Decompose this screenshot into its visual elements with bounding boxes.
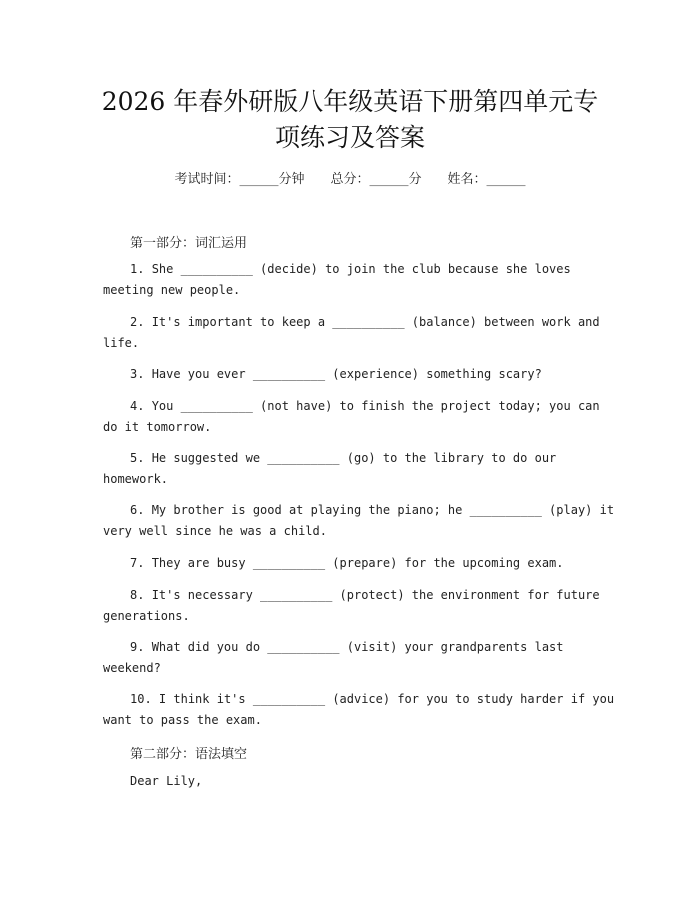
question-item bbox=[103, 500, 615, 542]
total-score-field: 总分：______分 bbox=[330, 172, 422, 187]
question-text: My brother is good at playing the piano; he __________ (play) it bbox=[151, 503, 615, 517]
letter-greeting: Dear Lily, bbox=[130, 774, 203, 788]
question-text-continued: homework. bbox=[103, 472, 169, 486]
student-name-field: 姓名：______ bbox=[447, 172, 526, 187]
question-text: They are busy __________ (prepare) for the upcoming exam. bbox=[151, 556, 564, 570]
question-item bbox=[103, 396, 598, 438]
question-number: 6. bbox=[130, 503, 145, 517]
question-number: 2. bbox=[130, 315, 145, 329]
question-text-continued: want to pass the exam. bbox=[103, 713, 262, 727]
question-text: You __________ (not have) to finish the project today; you can bbox=[151, 399, 600, 413]
question-item bbox=[103, 585, 598, 627]
question-text: Have you ever __________ (experience) something scary? bbox=[151, 367, 542, 381]
question-item bbox=[103, 364, 598, 385]
question-text-continued: weekend? bbox=[103, 661, 161, 675]
question-text-continued: life. bbox=[103, 336, 140, 350]
question-item bbox=[103, 553, 598, 574]
question-text: It's necessary __________ (protect) the environment for future bbox=[151, 588, 600, 602]
question-number: 1. bbox=[130, 262, 145, 276]
question-item bbox=[103, 259, 598, 301]
question-text: It's important to keep a __________ (balance) between work and bbox=[151, 315, 600, 329]
document-title-line-2: 项练习及答案 bbox=[274, 123, 425, 152]
question-text-continued: do it tomorrow. bbox=[103, 420, 212, 434]
section-heading-part2: 第二部分：语法填空 bbox=[130, 747, 248, 762]
question-item bbox=[103, 689, 615, 731]
question-number: 10. bbox=[130, 692, 152, 706]
question-number: 8. bbox=[130, 588, 145, 602]
question-number: 5. bbox=[130, 451, 145, 465]
question-item bbox=[103, 448, 598, 490]
question-text: What did you do __________ (visit) your grandparents last bbox=[151, 640, 564, 654]
question-text-continued: meeting new people. bbox=[103, 283, 241, 297]
question-number: 3. bbox=[130, 367, 145, 381]
question-number: 4. bbox=[130, 399, 145, 413]
section-heading-part1: 第一部分：词汇运用 bbox=[130, 236, 248, 251]
question-text: He suggested we __________ (go) to the library to do our bbox=[151, 451, 557, 465]
question-text: I think it's __________ (advice) for you to study harder if you bbox=[158, 692, 615, 706]
question-item bbox=[103, 637, 598, 679]
exam-time-field: 考试时间：______分钟 bbox=[174, 172, 305, 187]
question-text: She __________ (decide) to join the club because she loves bbox=[151, 262, 571, 276]
exam-info-row bbox=[0, 168, 700, 187]
question-number: 9. bbox=[130, 640, 145, 654]
document-title-line-1: 2026 年春外研版八年级英语下册第四单元专 bbox=[101, 87, 599, 116]
question-item bbox=[103, 312, 598, 354]
question-text-continued: generations. bbox=[103, 609, 190, 623]
question-text-continued: very well since he was a child. bbox=[103, 524, 327, 538]
question-number: 7. bbox=[130, 556, 145, 570]
